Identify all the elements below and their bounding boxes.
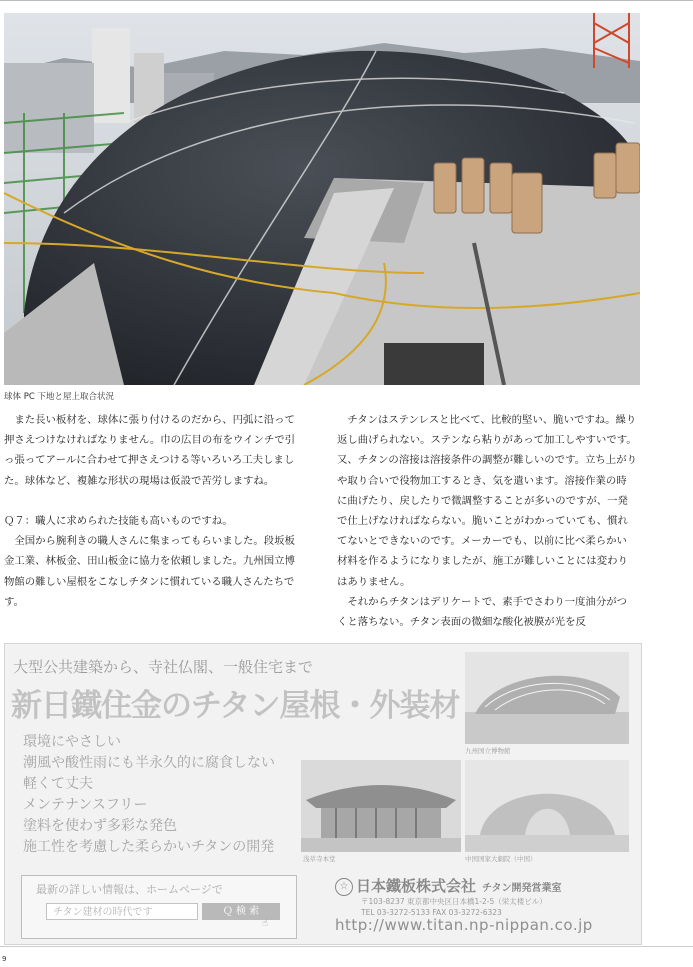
company-address: 〒103-8237 東京都中央区日本橋1-2-5（栄太楼ビル） — [361, 897, 547, 906]
ad-feature: 環境にやさしい — [23, 734, 121, 750]
theater-photo — [465, 760, 629, 852]
photo-caption: 球体 PC 下地と屋上取合状況 — [4, 392, 114, 402]
ad-feature: 軽くて丈夫 — [23, 776, 93, 792]
company-department: チタン開発営業室 — [482, 883, 562, 894]
company-logo-icon: ☆ — [335, 878, 353, 896]
ad-feature-list — [23, 732, 275, 858]
temple-caption: 浅草寺本堂 — [303, 855, 336, 863]
company-url-link[interactable]: http://www.titan.np-nippan.co.jp — [335, 916, 593, 934]
pointer-hand-icon: ☝ — [262, 918, 269, 929]
article-paragraph: 全国から腕利きの職人さんに集まってもらいました。段坂板金工業、林板金、田山板金に協力を依頼しました。九州国立博物館の難しい屋根をこなしチタンに慣れている職人さんたちです。 — [4, 535, 295, 608]
ad-feature: 塗料を使わず多彩な発色 — [23, 818, 177, 834]
company-name: 日本鐵板株式会社 — [356, 877, 477, 895]
museum-caption: 九州国立博物館 — [465, 747, 511, 755]
article-paragraph: それからチタンはデリケートで、素手でさわり一度油分がつくと落ちない。チタン表面の微細な酸化被膜が光を反 — [337, 595, 627, 629]
search-input[interactable]: チタン建材の時代です — [46, 903, 198, 920]
advertisement[interactable] — [4, 643, 642, 945]
article-right-column — [337, 410, 637, 632]
ad-title: 新日鐵住金のチタン屋根・外装材 — [11, 688, 460, 724]
info-box — [21, 875, 297, 939]
ad-feature: 潮風や酸性雨にも半永久的に腐食しない — [23, 755, 275, 771]
temple-photo — [301, 760, 461, 852]
question-heading: Ｑ７：職人に求められた技能も高いものですね。 — [4, 515, 233, 527]
ad-feature: メンテナンスフリー — [23, 797, 148, 813]
ad-feature: 施工性を考慮した柔らかいチタンの開発 — [23, 839, 275, 855]
page-number: 9 — [2, 955, 7, 963]
article-paragraph: また長い板材を、球体に張り付けるのだから、円弧に沿って押さえつけなければなりません。巾の広目の布をウインチで引っ張ってアールに合わせて押さえつける等いろいろ工夫しました。球体など、複雑な形状の現場は仮設で苦労しますね。 — [4, 414, 296, 487]
top-rule — [0, 0, 693, 1]
company-contact — [361, 896, 547, 918]
construction-photo — [4, 13, 640, 385]
info-box-title: 最新の詳しい情報は、ホームページで — [36, 883, 223, 896]
company-tel: TEL 03-3272-5133 FAX 03-3272-6323 — [361, 908, 502, 917]
ad-subtitle: 大型公共建築から、寺社仏閣、一般住宅まで — [13, 658, 314, 676]
theater-caption: 中国国家大劇院（中国） — [465, 855, 537, 863]
bottom-rule — [0, 946, 693, 947]
article-paragraph: チタンはステンレスと比べて、比較的堅い、脆いですね。繰り返し曲げられない。ステンなら粘りがあって加工しやすいです。又、チタンの溶接は溶接条件の調整が難しいのです。立ち上がりや取り合いで役物加工するとき、気を遣います。溶接作業の時に曲げたり、戻したりで微調整することが多いのですが、一発で仕上げなければならない。脆いことがわかっていても、慣れてないとできないのです。メーカーでも、以前に比べ柔らかい材料を作るようになりましたが、施工が難しいことには変わりはありません。 — [337, 414, 637, 588]
article-left-column — [4, 410, 304, 612]
company-name-line — [335, 875, 562, 896]
museum-photo — [465, 652, 629, 744]
search-button[interactable]: Ｑ 検 索 — [202, 903, 280, 920]
dome-construction-image — [4, 13, 640, 385]
